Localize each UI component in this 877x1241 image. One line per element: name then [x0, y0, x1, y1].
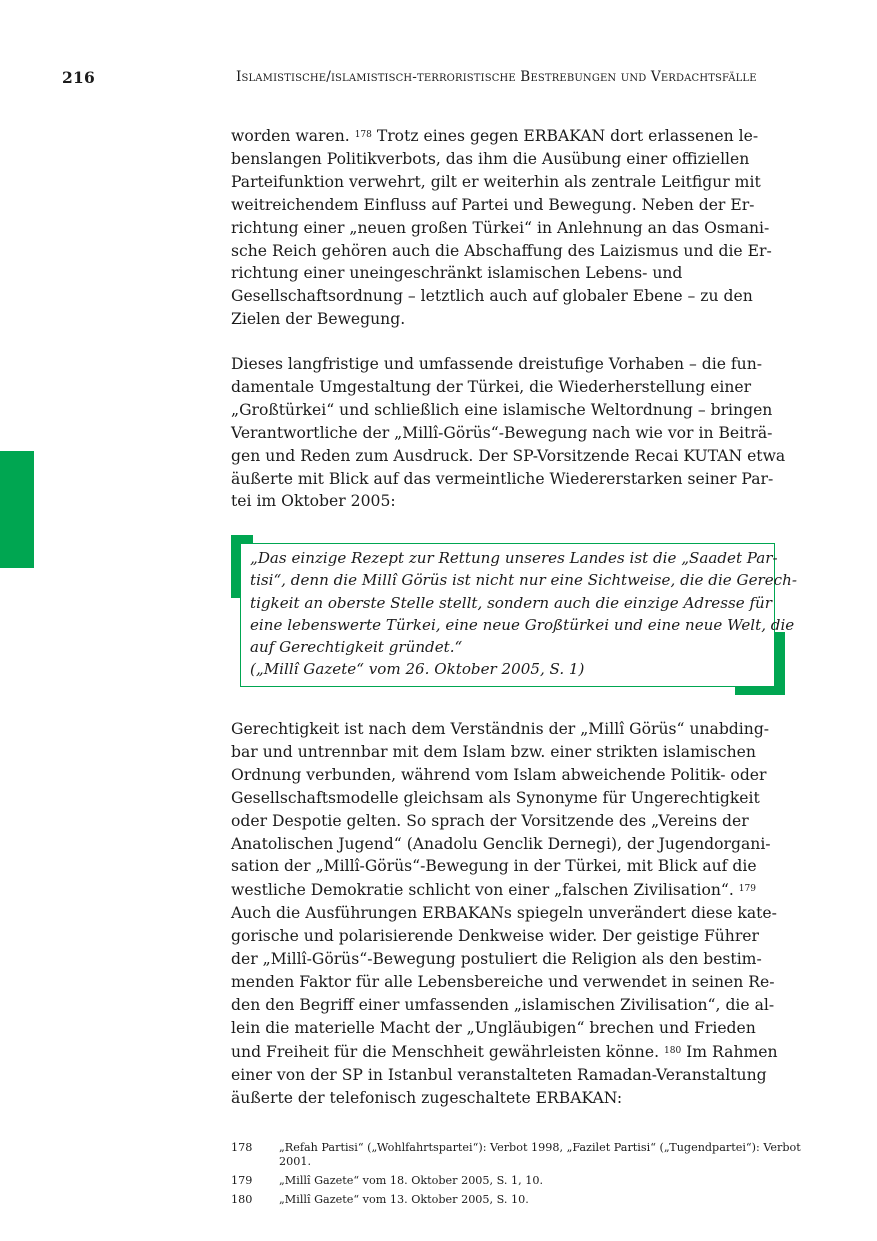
text-line: Gerechtigkeit ist nach dem Verständnis der „Millî Görüs“ unabding- [231, 720, 770, 738]
text-line: „Großtürkei“ und schließlich eine islamische Weltordnung – bringen [231, 400, 773, 419]
text-line: benslangen Politikverbots, das ihm die Ausübung einer offiziellen [231, 149, 750, 168]
footnote-text [279, 1174, 785, 1188]
footnote-number: 180 [231, 1193, 253, 1206]
text-line: „Millî Gazete“ vom 13. Oktober 2005, S. 10. [279, 1193, 529, 1206]
footnote-number: 179 [231, 1174, 253, 1187]
text-line: westliche Demokratie schlicht von einer „falschen Zivilisation“. $^{179}$ [231, 881, 756, 900]
text-line: („Millî Gazete“ vom 26. Oktober 2005, S. 1) [250, 660, 585, 679]
text-line: tei im Oktober 2005: [231, 492, 396, 511]
text-line: sation der „Millî-Görüs“-Bewegung in der Türkei, mit Blick auf die [231, 857, 757, 876]
footnote-text [279, 1193, 785, 1207]
text-line: auf Gerechtigkeit gründet.“ [250, 638, 463, 657]
text-line: gorische und polarisierende Denkweise wider. Der geistige Führer [231, 927, 759, 946]
text-line: menden Faktor für alle Lebensbereiche und verwendet in seinen Re- [231, 972, 775, 991]
text-line: „Refah Partisi“ („Wohlfahrtspartei“): Verbot 1998, „Fazilet Partisi“ („Tugendpartei“): Verbot [279, 1141, 801, 1154]
text-line: lein die materielle Macht der „Ungläubigen“ brechen und Frieden [231, 1018, 756, 1037]
text-line: „Millî Gazete“ vom 18. Oktober 2005, S. 1, 10. [279, 1174, 544, 1187]
text-line: Gesellschaftsmodelle gleichsam als Synonyme für Ungerechtigkeit [231, 788, 760, 807]
text-line: Parteifunktion verwehrt, gilt er weiterhin als zentrale Leitfigur mit [231, 172, 761, 191]
text-line: tigkeit an oberste Stelle stellt, sondern auch die einzige Adresse für [250, 593, 772, 612]
text-line: „Das einzige Rezept zur Rettung unseres Landes ist die „Saadet Par- [250, 549, 778, 567]
text-line: 2001. [279, 1154, 312, 1168]
text-line: der „Millî-Görüs“-Bewegung postuliert die Religion als den bestim- [231, 950, 762, 969]
footnote-reference: 180 [664, 1045, 682, 1056]
text-line: einer von der SP in Istanbul veranstalteten Ramadan-Veranstaltung [231, 1065, 767, 1084]
body-paragraph-3 [231, 718, 787, 1109]
text-line: eine lebenswerte Türkei, eine neue Großtürkei und eine neue Welt, die [250, 615, 795, 634]
text-line: äußerte der telefonisch zugeschaltete ERBAKAN: [231, 1088, 623, 1107]
page-number: 216 [62, 68, 95, 87]
text-line: den den Begriff einer umfassenden „islamischen Zivilisation“, die al- [231, 995, 775, 1014]
footnote-number: 178 [231, 1141, 253, 1154]
text-line: Auch die Ausführungen ERBAKANs spiegeln unverändert diese kate- [231, 904, 777, 923]
footnote-text [279, 1141, 801, 1168]
text-line: richtung einer uneingeschränkt islamischen Lebens- und [231, 264, 683, 283]
text-line: und Freiheit für die Menschheit gewährleisten könne. $^{180}$ Im Rahmen [231, 1042, 778, 1061]
body-paragraph-1 [231, 124, 787, 331]
text-line: bar und untrennbar mit dem Islam bzw. einer strikten islamischen [231, 742, 756, 761]
text-line: worden waren. $^{178}$ Trotz eines gegen ERBAKAN dort erlassenen le- [231, 127, 759, 145]
text-line: Ordnung verbunden, während vom Islam abweichende Politik- oder [231, 765, 767, 784]
text-line: Anatolischen Jugend“ (Anadolu Genclik Dernegi), der Jugendorgani- [231, 834, 771, 853]
section-tab-marker [0, 451, 34, 568]
text-line: Zielen der Bewegung. [231, 310, 406, 329]
running-head: Islamistische/islamistisch-terroristische Bestrebungen und Verdachtsfälle [236, 69, 757, 85]
footnote-reference: 179 [738, 884, 756, 895]
footnote-reference: 178 [354, 130, 372, 140]
block-quote [240, 543, 797, 687]
body-paragraph-2 [231, 353, 787, 513]
text-line: äußerte mit Blick auf das vermeintliche Wiedererstarken seiner Par- [231, 469, 774, 488]
text-line: damentale Umgestaltung der Türkei, die Wiederherstellung einer [231, 377, 752, 396]
text-line: Dieses langfristige und umfassende dreistufige Vorhaben – die fun- [231, 355, 763, 373]
text-line: Gesellschaftsordnung – letztlich auch auf globaler Ebene – zu den [231, 287, 753, 306]
text-line: Verantwortliche der „Millî-Görüs“-Bewegung nach wie vor in Beiträ- [231, 423, 773, 442]
text-line: tisi“, denn die Millî Görüs ist nicht nur eine Sichtweise, die die Gerech- [250, 571, 797, 590]
text-line: richtung einer „neuen großen Türkei“ in Anlehnung an das Osmani- [231, 218, 770, 237]
text-line: gen und Reden zum Ausdruck. Der SP-Vorsitzende Recai KUTAN etwa [231, 446, 786, 465]
text-line: oder Despotie gelten. So sprach der Vorsitzende des „Vereins der [231, 811, 749, 830]
text-line: weitreichendem Einfluss auf Partei und Bewegung. Neben der Er- [231, 195, 755, 214]
text-line: sche Reich gehören auch die Abschaffung des Laizismus und die Er- [231, 241, 772, 260]
